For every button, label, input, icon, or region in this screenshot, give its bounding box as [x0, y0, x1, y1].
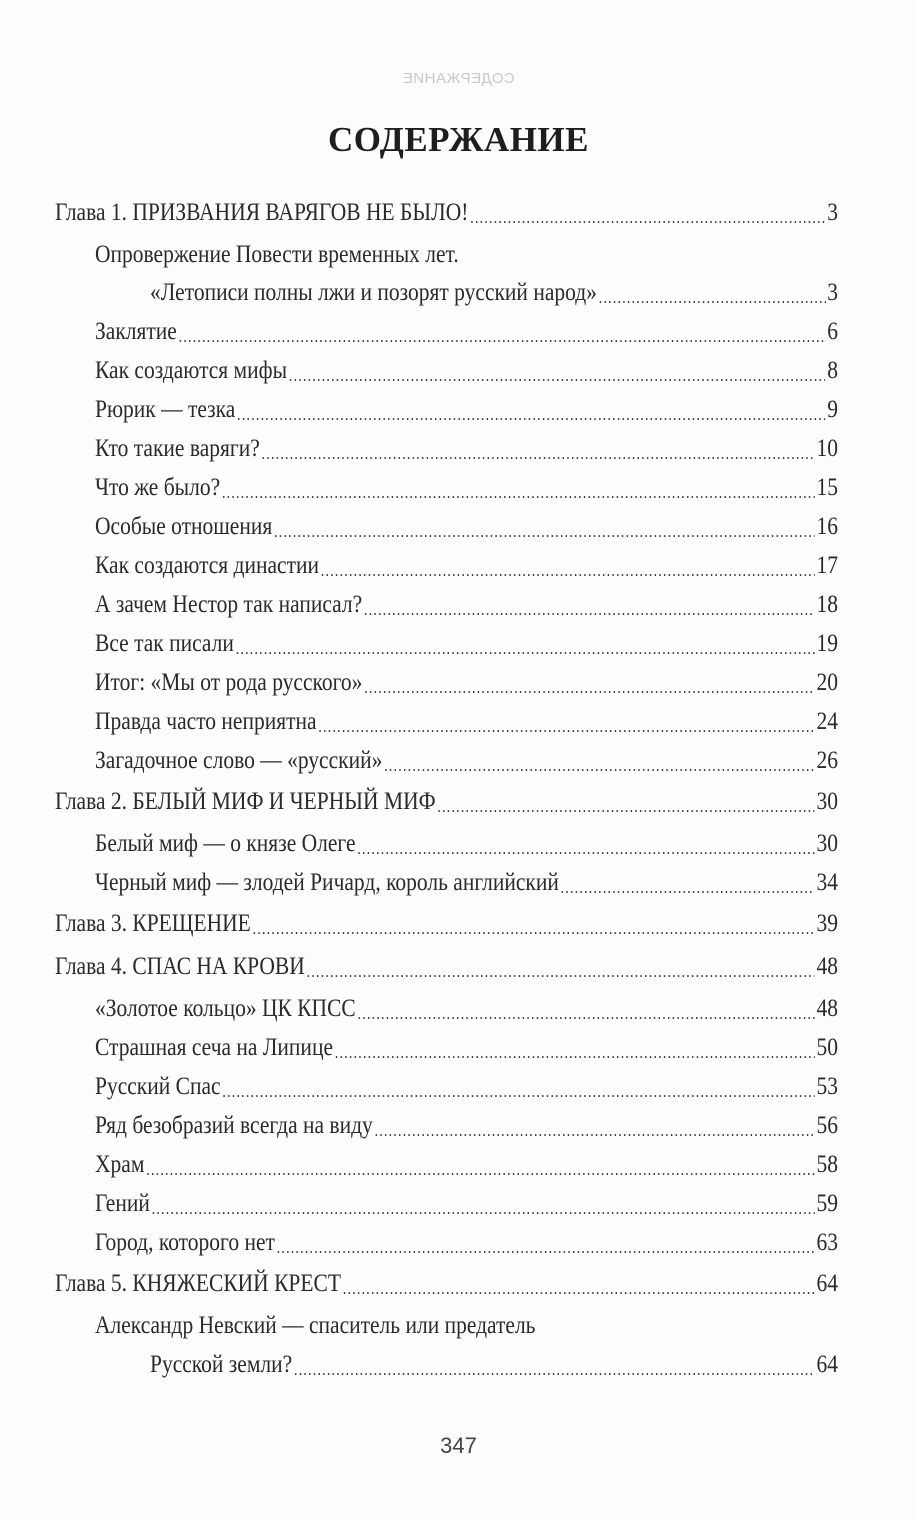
toc-entry[interactable]	[150, 1345, 838, 1384]
leader-dots	[277, 1228, 815, 1267]
toc-entry[interactable]	[55, 947, 838, 986]
toc-entry-label: Русский Спас	[95, 1073, 221, 1100]
toc-entry-label: Русской земли?	[150, 1351, 293, 1378]
toc-entry[interactable]	[95, 507, 838, 546]
toc-entry-page: 59	[816, 1190, 838, 1217]
leader-dots	[343, 1269, 815, 1308]
toc-entry-label: Глава 4. СПАС НА КРОВИ	[55, 953, 305, 980]
toc-entry-label: Ряд безобразий всегда на виду	[95, 1112, 373, 1139]
toc-entry-label: Глава 5. КНЯЖЕСКИЙ КРЕСТ	[55, 1270, 341, 1297]
page-title: СОДЕРЖАНИЕ	[327, 120, 589, 159]
toc-entry-label: «Золотое кольцо» ЦК КПСС	[95, 995, 356, 1022]
toc-entry[interactable]	[95, 235, 838, 274]
toc-entry-page: 30	[816, 830, 838, 857]
toc-entry-label: Гений	[95, 1190, 150, 1217]
toc-entry-label: Правда часто неприятна	[95, 708, 317, 735]
toc-entry-page: 3	[827, 199, 838, 226]
toc-entry-label: «Летописи полны лжи и позорят русский народ»	[150, 279, 597, 306]
toc-entry-page: 19	[816, 630, 838, 657]
toc-entry-page: 15	[816, 474, 838, 501]
toc-entry-label: А зачем Нестор так написал?	[95, 591, 363, 618]
toc-entry-label: Как создаются династии	[95, 552, 319, 579]
toc-entry-label: Глава 3. КРЕЩЕНИЕ	[55, 910, 251, 937]
toc-entry-page: 24	[816, 708, 838, 735]
toc-entry-label: Загадочное слово — «русский»	[95, 747, 383, 774]
toc-entry[interactable]	[95, 585, 838, 624]
toc-entry[interactable]	[95, 1306, 838, 1345]
toc-entry[interactable]	[55, 1264, 838, 1303]
toc-entry-page: 8	[827, 357, 838, 384]
toc-entry-page: 53	[816, 1073, 838, 1100]
toc-entry-label: Александр Невский — спаситель или предатель	[95, 1312, 536, 1339]
toc-entry[interactable]	[95, 989, 838, 1028]
toc-entry-page: 17	[816, 552, 838, 579]
toc-entry-page: 64	[816, 1351, 838, 1378]
toc-entry[interactable]	[95, 1184, 838, 1223]
toc-entry-page: 64	[816, 1270, 838, 1297]
leader-dots	[294, 1350, 815, 1389]
toc-entry-page: 48	[816, 953, 838, 980]
toc-entry[interactable]	[95, 702, 838, 741]
leader-dots	[561, 868, 815, 907]
toc-entry-page: 26	[816, 747, 838, 774]
toc-entry-label: Рюрик — тезка	[95, 396, 236, 423]
toc-entry-page: 56	[816, 1112, 838, 1139]
toc-entry[interactable]	[95, 741, 838, 780]
toc-entry-label: Все так писали	[95, 630, 234, 657]
toc-entry[interactable]	[55, 782, 838, 821]
toc-entry[interactable]	[95, 863, 838, 902]
page-number: 347	[440, 1433, 477, 1458]
toc-entry[interactable]	[55, 904, 838, 943]
toc-entry[interactable]	[95, 1028, 838, 1067]
toc-entry[interactable]	[95, 429, 838, 468]
running-head-mirrored: СОДЕРЖАНИЕ	[402, 70, 515, 87]
toc-entry-page: 39	[816, 910, 838, 937]
toc-entry[interactable]	[95, 1145, 838, 1184]
toc-entry[interactable]	[95, 1223, 838, 1262]
toc-entry-label: Итог: «Мы от рода русского»	[95, 669, 363, 696]
leader-dots	[253, 909, 815, 948]
toc-entry[interactable]	[95, 824, 838, 863]
toc-entry[interactable]	[55, 193, 838, 232]
toc-entry-label: Глава 1. ПРИЗВАНИЯ ВАРЯГОВ НЕ БЫЛО!	[55, 199, 469, 226]
toc-entry[interactable]	[95, 390, 838, 429]
toc-entry-page: 3	[827, 279, 838, 306]
toc-entry[interactable]	[95, 663, 838, 702]
leader-dots	[437, 787, 814, 826]
toc-entry-label: Глава 2. БЕЛЫЙ МИФ И ЧЕРНЫЙ МИФ	[55, 788, 436, 815]
toc-entry-page: 30	[816, 788, 838, 815]
leader-dots	[384, 746, 815, 785]
toc-entry-page: 48	[816, 995, 838, 1022]
toc-entry-page: 10	[816, 435, 838, 462]
toc-entry-page: 63	[816, 1229, 838, 1256]
toc-entry-label: Кто такие варяги?	[95, 435, 260, 462]
toc-entry-page: 20	[816, 669, 838, 696]
toc-entry-label: Особые отношения	[95, 513, 273, 540]
toc-entry-label: Белый миф — о князе Олеге	[95, 830, 356, 857]
toc-entry-label: Заклятие	[95, 318, 177, 345]
toc-entry-page: 9	[827, 396, 838, 423]
toc-entry-label: Черный миф — злодей Ричард, король английский	[95, 869, 559, 896]
toc-entry-page: 50	[816, 1034, 838, 1061]
toc-entry[interactable]	[95, 624, 838, 663]
toc-entry-label: Опровержение Повести временных лет.	[95, 241, 459, 268]
leader-dots	[307, 952, 815, 991]
toc-entry[interactable]	[95, 351, 838, 390]
toc-entry-label: Храм	[95, 1151, 145, 1178]
toc-entry[interactable]	[95, 546, 838, 585]
toc-entry-page: 6	[827, 318, 838, 345]
leader-dots	[470, 198, 825, 237]
toc-entry[interactable]	[95, 1106, 838, 1145]
toc-entry-page: 58	[816, 1151, 838, 1178]
toc-entry-label: Как создаются мифы	[95, 357, 288, 384]
toc-entry[interactable]	[95, 468, 838, 507]
toc-entry[interactable]	[95, 312, 838, 351]
toc-entry-page: 34	[816, 869, 838, 896]
toc-entry[interactable]	[95, 1067, 838, 1106]
toc-entry-label: Страшная сеча на Липице	[95, 1034, 333, 1061]
toc-entry-page: 16	[816, 513, 838, 540]
toc-entry-page: 18	[816, 591, 838, 618]
toc-entry-label: Что же было?	[95, 474, 221, 501]
toc-entry[interactable]	[150, 273, 838, 312]
toc-entry-label: Город, которого нет	[95, 1229, 275, 1256]
